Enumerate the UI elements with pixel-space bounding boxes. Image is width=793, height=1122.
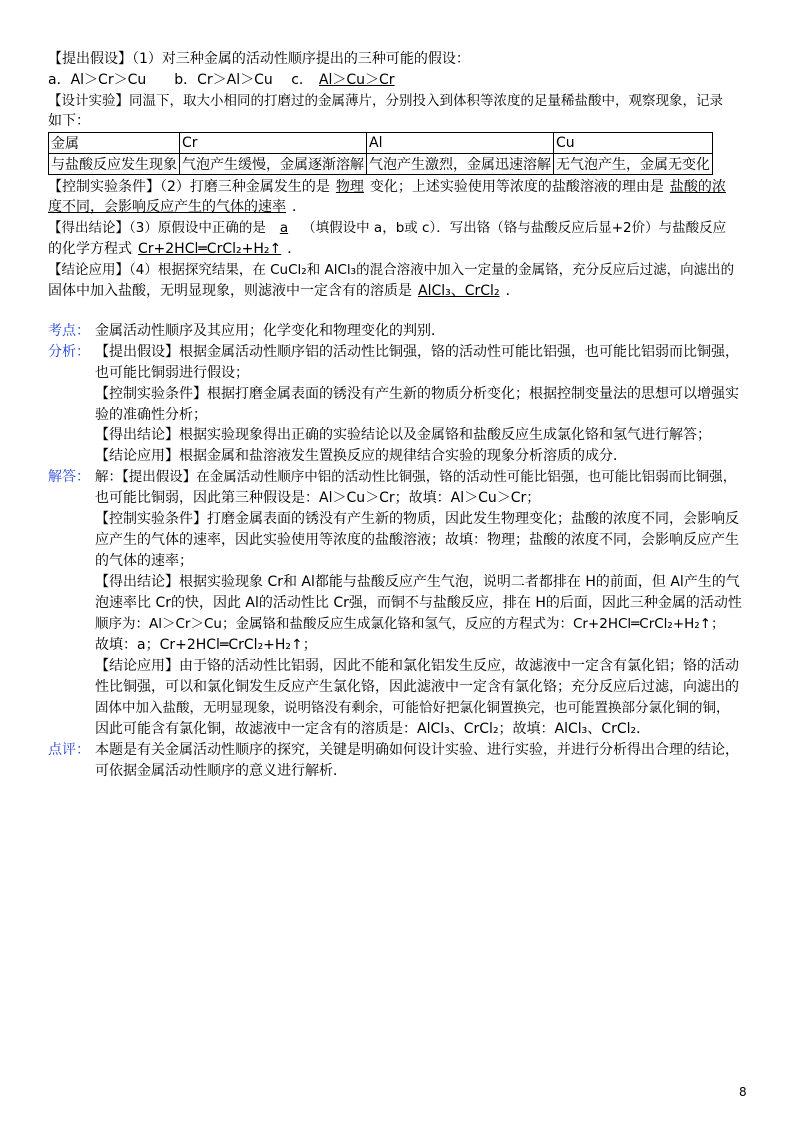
answer-blank-2: 物理	[335, 179, 364, 195]
kaodian-label: 考点：	[48, 323, 90, 339]
jieda-line: 应产生的气体的速率，因此实验使用等浓度的盐酸溶液；故填：物理；盐酸的浓度不同，会影响反应产生	[95, 532, 739, 548]
control-line-2: 度不同，会影响反应产生的气体的速率 ．	[48, 199, 306, 215]
answer-blank-6: AlCl₃、CrCl₂	[418, 283, 500, 299]
jieda-line: 固体中加入盐酸，无明显现象，说明铬没有剩余，可能恰好把氯化铜置换完，也可能置换部分氯化铜的铜，	[95, 700, 730, 716]
fenxi-line: 【提出假设】根据金属活动性顺序铝的活动性比铜强，铬的活动性可能比铝强，也可能比铝弱而比铜强，	[95, 344, 739, 360]
table-cell: 气泡产生激烈，金属迅速溶解	[367, 154, 554, 175]
hypothesis-line: 【提出假设】（1）对三种金属的活动性顺序提出的三种可能的假设：	[48, 51, 470, 67]
experiment-table	[48, 132, 713, 175]
jieda-line: 【控制实验条件】打磨金属表面的锈没有产生新的物质，因此发生物理变化；盐酸的浓度不同，会影响反	[95, 511, 739, 527]
dianping-line: 可依据金属活动性顺序的意义进行解析．	[95, 763, 347, 779]
design-line-2: 如下：	[48, 113, 90, 129]
jieda-line: 的气体的速率；	[95, 553, 193, 569]
answer-blank-3b: 度不同，会影响反应产生的气体的速率	[48, 199, 286, 215]
fenxi-line: 【控制实验条件】根据打磨金属表面的锈没有产生新的物质分析变化；根据控制变量法的思想可以增强实	[95, 386, 739, 402]
jieda-line: 因此可能含有氯化铜，故滤液中一定含有的溶质是：AlCl₃、CrCl₂；故填：AlCl₃、CrCl₂．	[95, 721, 651, 737]
conclusion-line: 【得出结论】（3）原假设中正确的是 a （填假设中 a，b或 c）．写出铬（铬与盐酸反应后显+2价）与盐酸反应	[48, 220, 727, 236]
control-line: 【控制实验条件】（2）打磨三种金属发生的是 物理 变化；上述实验使用等浓度的盐酸溶液的理由是 盐酸的浓	[48, 179, 726, 195]
jieda-line: 顺序为：Al＞Cr＞Cu；金属铬和盐酸反应生成氯化铬和氢气，反应的方程式为：Cr+2HCl═CrCl₂+H₂↑；	[95, 616, 725, 632]
answer-blank-4: a	[279, 220, 289, 236]
hypothesis-options: a．Al＞Cr＞Cu b．Cr＞Al＞Cu c． Al＞Cu＞Cr	[48, 70, 401, 90]
table-row	[49, 133, 713, 154]
jieda-line: 【结论应用】由于铬的活动性比铝弱，因此不能和氯化铝发生反应，故滤液中一定含有氯化铝；铬的活动	[95, 658, 739, 674]
table-row	[49, 154, 713, 175]
application-line: 【结论应用】（4）根据探究结果，在 CuCl₂和 AlCl₃的混合溶液中加入一定量的金属铬，充分反应后过滤，向滤出的	[48, 262, 735, 278]
jieda-label: 解答：	[48, 469, 90, 485]
jieda-line: 性比铜强，可以和氯化铜发生反应产生氯化铬，因此滤液中一定含有氯化铬；充分反应后过滤，向滤出的	[95, 679, 739, 695]
answer-blank-5: Cr+2HCl═CrCl₂+H₂↑	[138, 241, 282, 257]
jieda-line: 【得出结论】根据实验现象 Cr和 Al都能与盐酸反应产生气泡，说明二者都排在 H的前面，但 Al产生的气	[95, 574, 740, 590]
jieda-line: 解：【提出假设】在金属活动性顺序中铝的活动性比铜强，铬的活动性可能比铝强，也可能比铝弱而比铜强，	[95, 469, 737, 485]
jieda-line: 也可能比铜弱，因此第三种假设是：Al＞Cu＞Cr；故填：Al＞Cu＞Cr；	[95, 490, 541, 506]
table-cell: 金属	[49, 133, 180, 154]
fenxi-line: 验的准确性分析；	[95, 407, 207, 423]
table-cell: Cr	[180, 133, 367, 154]
jieda-line: 故填：a；Cr+2HCl═CrCl₂+H₂↑；	[95, 637, 317, 653]
page-number: 8	[739, 1085, 747, 1099]
kaodian-text: 金属活动性顺序及其应用；化学变化和物理变化的判别．	[95, 323, 445, 339]
conclusion-line-2: 的化学方程式 Cr+2HCl═CrCl₂+H₂↑ ．	[48, 241, 302, 257]
fenxi-line: 【得出结论】根据实验现象得出正确的实验结论以及金属铬和盐酸反应生成氯化铬和氢气进行解答；	[95, 427, 711, 443]
design-line: 【设计实验】同温下，取大小相同的打磨过的金属薄片，分别投入到体积等浓度的足量稀盐酸中，观察现象，记录	[48, 93, 723, 109]
table-cell: 与盐酸反应发生现象	[49, 154, 180, 175]
application-line-2: 固体中加入盐酸，无明显现象，则滤液中一定含有的溶质是 AlCl₃、CrCl₂ ．	[48, 283, 520, 299]
answer-blank-3: 盐酸的浓	[669, 179, 726, 195]
table-cell: Al	[367, 133, 554, 154]
fenxi-label: 分析：	[48, 344, 90, 360]
table-cell: 气泡产生缓慢，金属逐渐溶解	[180, 154, 367, 175]
dianping-line: 本题是有关金属活动性顺序的探究，关键是明确如何设计实验、进行实验，并进行分析得出合理的结论，	[95, 742, 739, 758]
table-cell: Cu	[554, 133, 713, 154]
fenxi-line: 【结论应用】根据金属和盐溶液发生置换反应的规律结合实验的现象分析溶质的成分．	[95, 448, 627, 464]
dianping-label: 点评：	[48, 742, 90, 758]
answer-blank-1: Al＞Cu＞Cr	[318, 72, 395, 88]
table-cell: 无气泡产生，金属无变化	[554, 154, 713, 175]
jieda-line: 泡速率比 Cr的快，因此 Al的活动性比 Cr强，而铜不与盐酸反应，排在 H的后面，因此三种金属的活动性	[95, 595, 742, 611]
fenxi-line: 也可能比铜弱进行假设；	[95, 365, 249, 381]
